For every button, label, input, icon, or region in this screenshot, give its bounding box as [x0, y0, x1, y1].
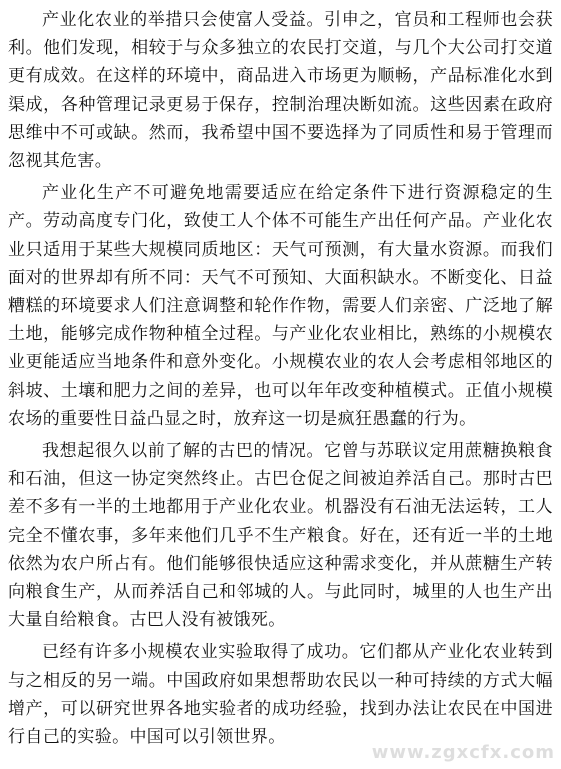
paragraph-1: 产业化农业的举措只会使富人受益。引申之，官员和工程师也会获利。他们发现，相较于与众多独立的农民打交道，与几个大公司打交道更有成效。在这样的环境中，商品进入市场更为顺畅，产品标准化水到渠成，各种管理记录更易于保存，控制治理决断如流。这些因素在政府思维中不可或缺。然而，我希望中国不要选择为了同质性和易于管理而忽视其危害。 [8, 10, 553, 172]
paragraph-4: 已经有许多小规模农业实验取得了成功。它们都从产业化农业转到与之相反的另一端。中国政府如果想帮助农民以一种可持续的方式大幅增产，可以研究世界各地实验者的成功经验，找到办法让农民在中国进行自己的实验。中国可以引领世界。 [8, 642, 553, 748]
paragraph-2: 产业化生产不可避免地需要适应在给定条件下进行资源稳定的生产。劳动高度专门化，致使工人个体不可能生产出任何产品。产业化农业只适用于某些大规模同质地区：天气可预测，有大量水资源。而我们面对的世界却有所不同：天气不可预知、大面积缺水。不断变化、日益糟糕的环境要求人们注意调整和轮作作物，需要人们亲密、广泛地了解土地，能够完成作物种植全过程。与产业化农业相比，熟练的小规模农业更能适应当地条件和意外变化。小规模农业的农人会考虑相邻地区的斜坡、土壤和肥力之间的差异，也可以年年改变种植模式。正值小规模农场的重要性日益凸显之时，放弃这一切是疯狂愚蠢的行为。 [8, 183, 553, 429]
site-watermark: www.zgxcfx.com [371, 742, 555, 763]
paragraph-3: 我想起很久以前了解的古巴的情况。它曾与苏联议定用蔗糖换粮食和石油，但这一协定突然终止。古巴仓促之间被迫养活自己。那时古巴差不多有一半的土地都用于产业化农业。机器没有石油无法运转，工人完全不懂农事，多年来他们几乎不生产粮食。好在，还有近一半的土地依然为农户所占有。他们能够很快适应这种需求变化，并从蔗糖生产转向粮食生产，从而养活自己和邻城的人。与此同时，城里的人也生产出大量自给粮食。古巴人没有被饿死。 [8, 441, 553, 631]
